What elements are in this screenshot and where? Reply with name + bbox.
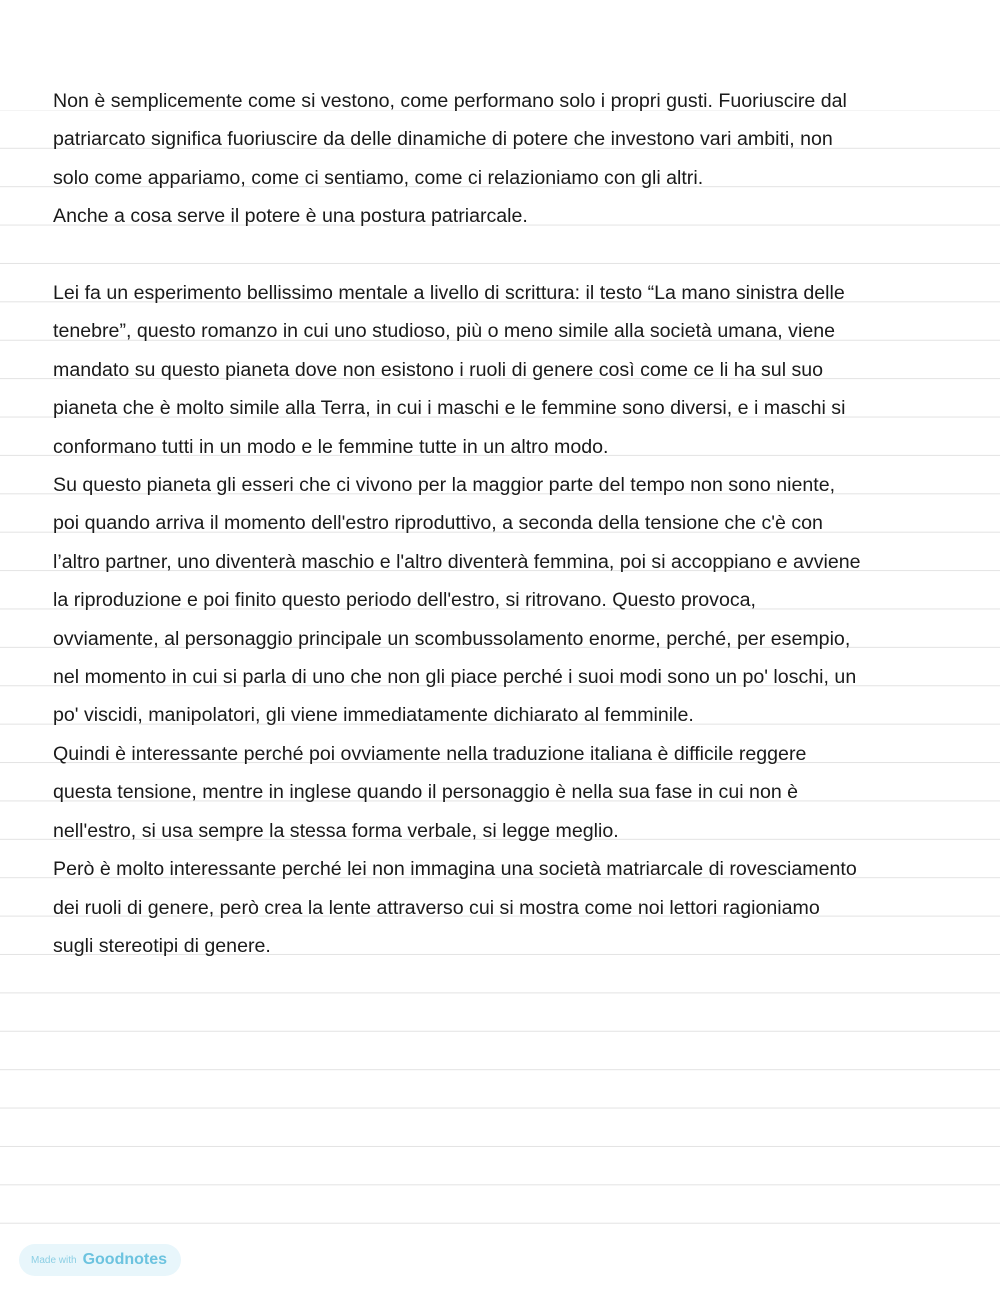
text-line: Anche a cosa serve il potere è una postura patriarcale.	[53, 205, 528, 228]
text-line: l’altro partner, uno diventerà maschio e l'altro diventerà femmina, poi si accoppiano e avviene	[53, 550, 861, 573]
text-line: po' viscidi, manipolatori, gli viene immediatamente dichiarato al femminile.	[53, 704, 694, 727]
text-line: questa tensione, mentre in inglese quando il personaggio è nella sua fase in cui non è	[53, 781, 799, 804]
text-line: pianeta che è molto simile alla Terra, in cui i maschi e le femmine sono diversi, e i maschi si	[53, 397, 846, 420]
text-line: ovviamente, al personaggio principale un scombussolamento enorme, perché, per esempio,	[53, 627, 851, 650]
text-line: patriarcato significa fuoriuscire da delle dinamiche di potere che investono vari ambiti, non	[53, 128, 833, 151]
text-line: nel momento in cui si parla di uno che non gli piace perché i suoi modi sono un po' loschi, un	[53, 666, 857, 689]
text-line: Lei fa un esperimento bellissimo mentale a livello di scrittura: il testo “La mano sinistra delle	[53, 282, 845, 305]
blank-line	[53, 236, 953, 274]
note-text	[53, 82, 953, 965]
text-line: Quindi è interessante perché poi ovviamente nella traduzione italiana è difficile reggere	[53, 742, 807, 765]
goodnotes-logo: Goodnotes	[82, 1251, 168, 1268]
text-line: Su questo pianeta gli esseri che ci vivono per la maggior parte del tempo non sono niente,	[53, 474, 836, 497]
text-line: poi quando arriva il momento dell'estro riproduttivo, a seconda della tensione che c'è con	[53, 512, 823, 535]
text-line: la riproduzione e poi finito questo periodo dell'estro, si ritrovano. Questo provoca,	[53, 589, 756, 612]
made-with-goodnotes-badge[interactable]	[19, 1244, 181, 1276]
text-line: tenebre”, questo romanzo in cui uno studioso, più o meno simile alla società umana, viene	[53, 320, 836, 343]
text-line: Però è molto interessante perché lei non immagina una società matriarcale di rovesciamento	[53, 858, 857, 881]
text-line: sugli stereotipi di genere.	[53, 934, 271, 957]
text-line: Non è semplicemente come si vestono, come performano solo i propri gusti. Fuoriuscire dal	[53, 90, 847, 112]
text-line: nell'estro, si usa sempre la stessa forma verbale, si legge meglio.	[53, 819, 619, 842]
text-line: mandato su questo pianeta dove non esistono i ruoli di genere così come ce li ha sul suo	[53, 358, 824, 381]
badge-prefix: Made with	[31, 1254, 77, 1266]
text-line: solo come appariamo, come ci sentiamo, come ci relazioniamo con gli altri.	[53, 166, 704, 189]
text-line: dei ruoli di genere, però crea la lente attraverso cui si mostra come noi lettori ragioniamo	[53, 896, 820, 919]
text-line: conformano tutti in un modo e le femmine tutte in un altro modo.	[53, 435, 609, 458]
